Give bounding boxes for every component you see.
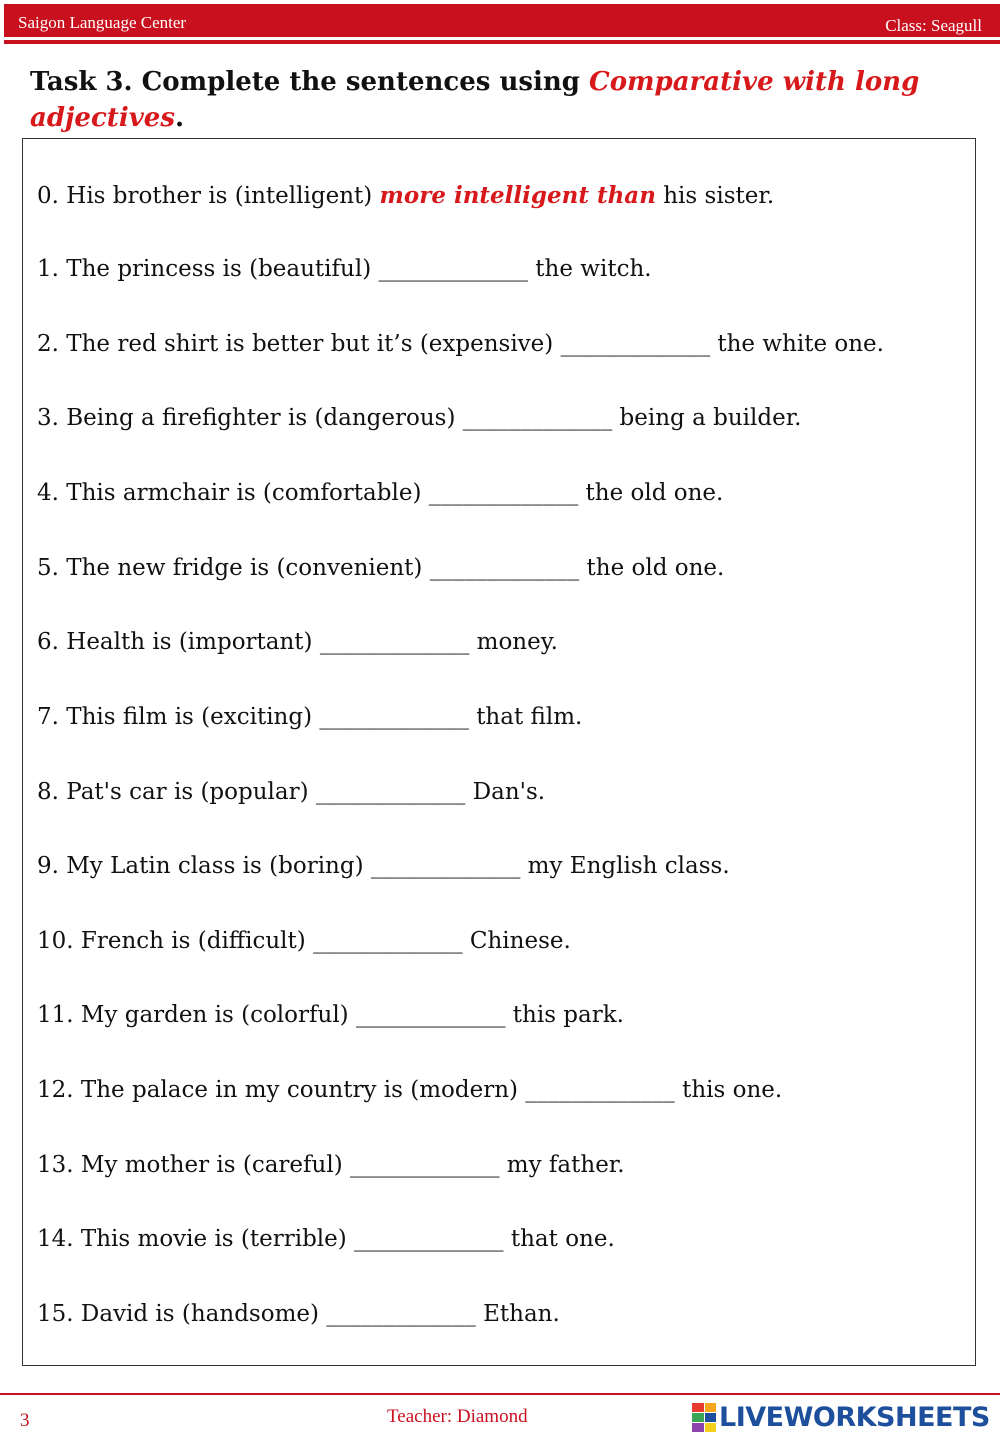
task-title-highlight: Comparative with long adjectives <box>30 67 920 133</box>
sentence-12: 12. The palace in my country is (modern) _____________ this one. <box>37 1077 783 1103</box>
sentence-9: 9. My Latin class is (boring) _____________ my English class. <box>37 853 730 879</box>
example-answer: more intelligent than <box>379 182 656 209</box>
sentence-1: 1. The princess is (beautiful) _____________ the witch. <box>37 256 652 282</box>
sentence-15: 15. David is (handsome) _____________ Ethan. <box>37 1301 560 1327</box>
sentence-8: 8. Pat's car is (popular) _____________ Dan's. <box>37 779 546 805</box>
sentence-6: 6. Health is (important) _____________ money. <box>37 629 558 655</box>
liveworksheets-logo-icon <box>692 1403 716 1433</box>
example-before: 0. His brother is (intelligent) <box>37 183 380 209</box>
example-sentence <box>37 182 774 209</box>
sentence-13: 13. My mother is (careful) _____________ my father. <box>37 1152 625 1178</box>
sentence-14: 14. This movie is (terrible) _____________ that one. <box>37 1226 615 1252</box>
header-bar <box>4 4 1000 37</box>
center-name: Saigon Language Center <box>18 13 187 32</box>
task-title-prefix: Task 3. Complete the sentences using <box>30 67 590 97</box>
sentence-2: 2. The red shirt is better but it’s (expensive) _____________ the white one. <box>37 331 884 357</box>
sentence-4: 4. This armchair is (comfortable) _____________ the old one. <box>37 480 724 506</box>
exercise-box <box>22 138 976 1366</box>
footer-divider <box>0 1393 1000 1395</box>
sentence-3: 3. Being a firefighter is (dangerous) _____________ being a builder. <box>37 405 802 431</box>
sentence-7: 7. This film is (exciting) _____________ that film. <box>37 704 583 730</box>
sentence-10: 10. French is (difficult) _____________ Chinese. <box>37 928 571 954</box>
header-divider <box>4 40 1000 44</box>
page-number: 3 <box>20 1410 30 1431</box>
liveworksheets-logo[interactable] <box>692 1402 990 1433</box>
teacher-name: Teacher: Diamond <box>387 1406 528 1427</box>
sentence-11: 11. My garden is (colorful) _____________ this park. <box>37 1002 624 1028</box>
task-title <box>30 64 950 136</box>
example-after: his sister. <box>655 183 775 209</box>
liveworksheets-logo-text: LIVEWORKSHEETS <box>719 1402 990 1433</box>
sentence-5: 5. The new fridge is (convenient) _____________ the old one. <box>37 555 725 581</box>
class-label: Class: Seagull <box>885 16 982 35</box>
task-title-suffix: . <box>174 103 185 133</box>
